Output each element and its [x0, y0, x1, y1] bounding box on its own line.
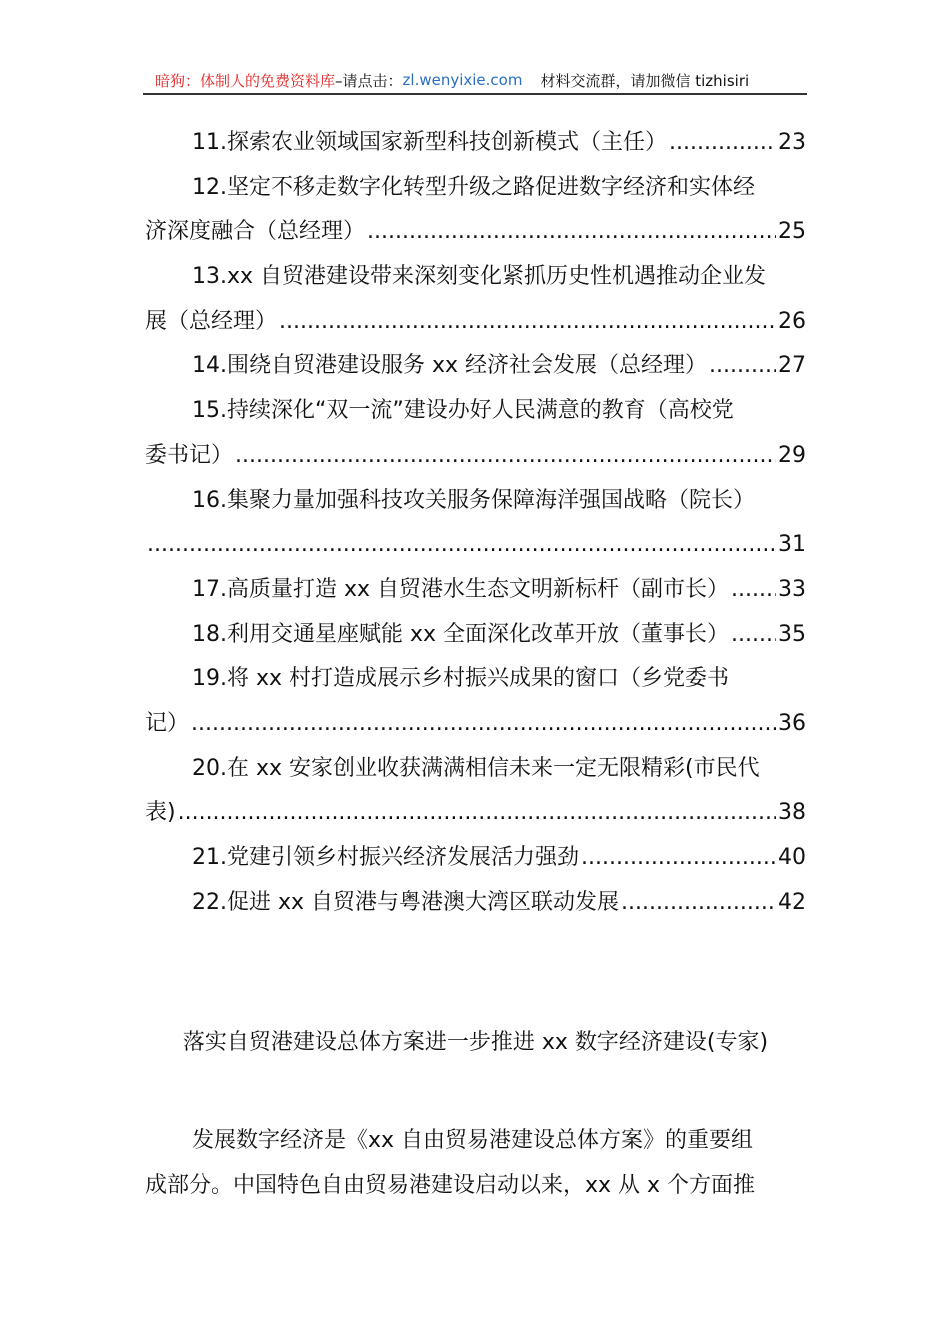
toc-line	[145, 657, 806, 702]
dot-leader	[581, 836, 776, 881]
dot-leader	[709, 344, 776, 389]
toc-line	[145, 121, 806, 166]
toc-line	[145, 210, 806, 255]
header-prompt: –请点击：	[335, 71, 403, 90]
toc-entry[interactable]	[145, 881, 806, 926]
dot-leader	[178, 791, 776, 836]
toc-page-number: 40	[778, 845, 806, 870]
toc-page-number: 29	[778, 442, 806, 468]
toc-entry-title-cont: 表)	[145, 800, 176, 826]
toc-entry-title: 15.持续深化“双一流”建设办好人民满意的教育（高校党	[192, 398, 734, 424]
dot-leader	[367, 210, 776, 255]
dot-leader	[147, 523, 776, 568]
toc-entry[interactable]	[145, 479, 806, 568]
toc-line	[145, 523, 806, 568]
toc-page-number: 38	[778, 800, 806, 826]
toc-entry-title-cont: 济深度融合（总经理）	[145, 219, 366, 245]
toc-line	[145, 479, 806, 524]
toc-entry[interactable]	[145, 255, 806, 344]
toc-page-number: 31	[778, 532, 806, 558]
toc-page-number: 23	[778, 130, 806, 155]
toc-entry-title: 16.集聚力量加强科技攻关服务保障海洋强国战略（院长）	[192, 487, 755, 513]
toc-line	[145, 300, 806, 345]
toc-entry-title: 19.将 xx 村打造成展示乡村振兴成果的窗口（乡党委书	[192, 666, 730, 692]
header-brand: 暗狗：体制人的免费资料库	[155, 71, 336, 90]
toc-line	[145, 791, 806, 836]
dot-leader	[669, 121, 776, 166]
toc-entry[interactable]	[145, 121, 806, 166]
toc-line	[145, 434, 806, 479]
toc-page-number: 33	[778, 576, 806, 602]
toc-line	[145, 836, 806, 881]
toc-line	[145, 344, 806, 389]
toc-line	[145, 747, 806, 792]
toc-entry-title: 14.围绕自贸港建设服务 xx 经济社会发展（总经理）	[192, 353, 708, 379]
header-contact: 材料交流群，请加微信 tizhisiri	[540, 71, 750, 90]
toc-line	[145, 613, 806, 658]
toc-entry-title: 18.利用交通星座赋能 xx 全面深化改革开放（董事长）	[192, 621, 730, 647]
toc-page-number: 27	[778, 353, 806, 379]
toc-entry-title: 20.在 xx 安家创业收获满满相信未来一定无限精彩(市民代	[192, 755, 760, 781]
toc-entry-title: 21.党建引领乡村振兴经济发展活力强劲	[192, 845, 579, 870]
dot-leader	[731, 568, 776, 613]
dot-leader	[235, 434, 776, 479]
toc-line	[145, 702, 806, 747]
toc-entry[interactable]	[145, 568, 806, 613]
toc-entry[interactable]	[145, 747, 806, 836]
toc-entry-title: 11.探索农业领域国家新型科技创新模式（主任）	[192, 130, 667, 155]
article-paragraph	[145, 1119, 806, 1208]
toc-entry[interactable]	[145, 166, 806, 255]
toc-entry[interactable]	[145, 836, 806, 881]
toc-entry-title-cont: 委书记）	[145, 442, 234, 468]
header-divider	[143, 93, 807, 95]
page-header	[145, 68, 806, 92]
toc-page-number: 42	[778, 889, 806, 915]
toc-line	[145, 389, 806, 434]
dot-leader	[731, 613, 776, 658]
paragraph-line: 成部分。中国特色自由贸易港建设启动以来，xx 从 x 个方面推	[145, 1172, 756, 1198]
header-link[interactable]: zl.wenyixie.com	[402, 71, 523, 89]
toc-line	[145, 568, 806, 613]
toc-entry[interactable]	[145, 344, 806, 389]
toc-page-number: 26	[778, 308, 806, 334]
toc-entry-title: 17.高质量打造 xx 自贸港水生态文明新标杆（副市长）	[192, 576, 730, 602]
dot-leader	[191, 702, 776, 747]
toc-page-number: 36	[778, 710, 806, 736]
table-of-contents	[145, 121, 806, 925]
toc-line	[145, 881, 806, 926]
paragraph-line: 发展数字经济是《xx 自由贸易港建设总体方案》的重要组	[192, 1128, 754, 1153]
toc-entry-title-cont: 记）	[145, 710, 190, 736]
toc-entry-title: 22.促进 xx 自贸港与粤港澳大湾区联动发展	[192, 889, 620, 915]
toc-line	[145, 255, 806, 300]
toc-entry-title-cont: 展（总经理）	[145, 308, 278, 334]
toc-entry[interactable]	[145, 613, 806, 658]
toc-entry[interactable]	[145, 389, 806, 478]
toc-page-number: 25	[778, 219, 806, 245]
toc-entry[interactable]	[145, 657, 806, 746]
toc-page-number: 35	[778, 621, 806, 647]
toc-entry-title: 12.坚定不移走数字化转型升级之路促进数字经济和实体经	[192, 174, 755, 200]
toc-entry-title: 13.xx 自贸港建设带来深刻变化紧抓历史性机遇推动企业发	[192, 264, 767, 290]
toc-line	[145, 166, 806, 211]
dot-leader	[279, 300, 776, 345]
article-title: 落实自贸港建设总体方案进一步推进 xx 数字经济建设(专家)	[182, 1030, 769, 1055]
dot-leader	[621, 881, 776, 926]
